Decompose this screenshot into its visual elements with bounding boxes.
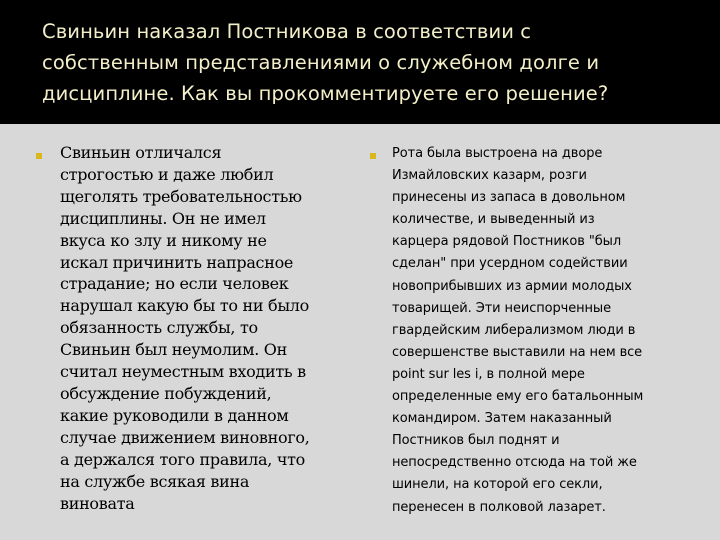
bullet-marker-right <box>370 153 376 159</box>
right-text-line: совершенстве выставили на нем все <box>392 344 643 360</box>
left-column-text <box>60 142 352 514</box>
right-text-line: Измайловских казарм, розги <box>392 168 587 184</box>
right-text-line: карцера рядовой Постников "был <box>392 234 622 250</box>
right-text-line: шинели, на которой его секли, <box>392 477 603 493</box>
left-text-line: виновата <box>60 493 135 513</box>
left-text-line: строгостью и даже любил <box>60 164 274 184</box>
left-text-line: Свиньин был неумолим. Он <box>60 340 287 360</box>
right-text-line: командиром. Затем наказанный <box>392 411 612 427</box>
slide-title <box>42 16 682 109</box>
title-line: собственным представлениями о служебном долге и <box>42 51 600 74</box>
left-text-line: нарушал какую бы то ни было <box>60 296 309 316</box>
right-text-line: Рота была выстроена на дворе <box>392 146 603 161</box>
right-text-line: товарищей. Эти неиспорченные <box>392 300 611 316</box>
left-text-line: случае движением виновного, <box>60 427 310 447</box>
right-text-line: количестве, и выведенный из <box>392 212 595 228</box>
right-text-line: перенесен в полковой лазарет. <box>392 499 606 515</box>
right-text-line: непосредственно отсюда на той же <box>392 455 637 471</box>
left-text-line: обязанность службы, то <box>60 318 258 338</box>
right-text-line: принесены из запаса в довольном <box>392 190 626 206</box>
right-text-line: гвардейским либерализмом люди в <box>392 322 636 338</box>
title-line: Свиньин наказал Постникова в соответствии с <box>42 20 532 43</box>
left-text-line: страдание; но если человек <box>60 274 289 294</box>
right-text-line: определенные ему его батальонным <box>392 389 644 405</box>
left-text-line: дисциплины. Он не имел <box>60 208 266 228</box>
left-text-line: а держался того правила, что <box>60 449 305 469</box>
right-column-text <box>392 143 692 519</box>
left-text-line: искал причинить напрасное <box>60 252 294 272</box>
right-text-line: Постников был поднят и <box>392 433 560 449</box>
bullet-marker-left <box>36 153 42 159</box>
slide-header <box>0 0 720 124</box>
right-text-line: point sur les i, в полной мере <box>392 366 585 382</box>
left-text-line: какие руководили в данном <box>60 405 289 425</box>
left-text-line: обсуждение побуждений, <box>60 383 272 403</box>
left-text-line: на службе всякая вина <box>60 471 250 491</box>
left-text-line: считал неуместным входить в <box>60 362 306 382</box>
right-text-line: новоприбывших из армии молодых <box>392 278 632 294</box>
right-text-line: сделан" при усердном содействии <box>392 256 628 272</box>
left-text-line: щеголять требовательностью <box>60 186 302 206</box>
left-text-line: Свиньин отличался <box>60 143 222 162</box>
title-line: дисциплине. Как вы прокомментируете его решение? <box>42 82 609 105</box>
left-text-line: вкуса ко злу и никому не <box>60 230 267 250</box>
